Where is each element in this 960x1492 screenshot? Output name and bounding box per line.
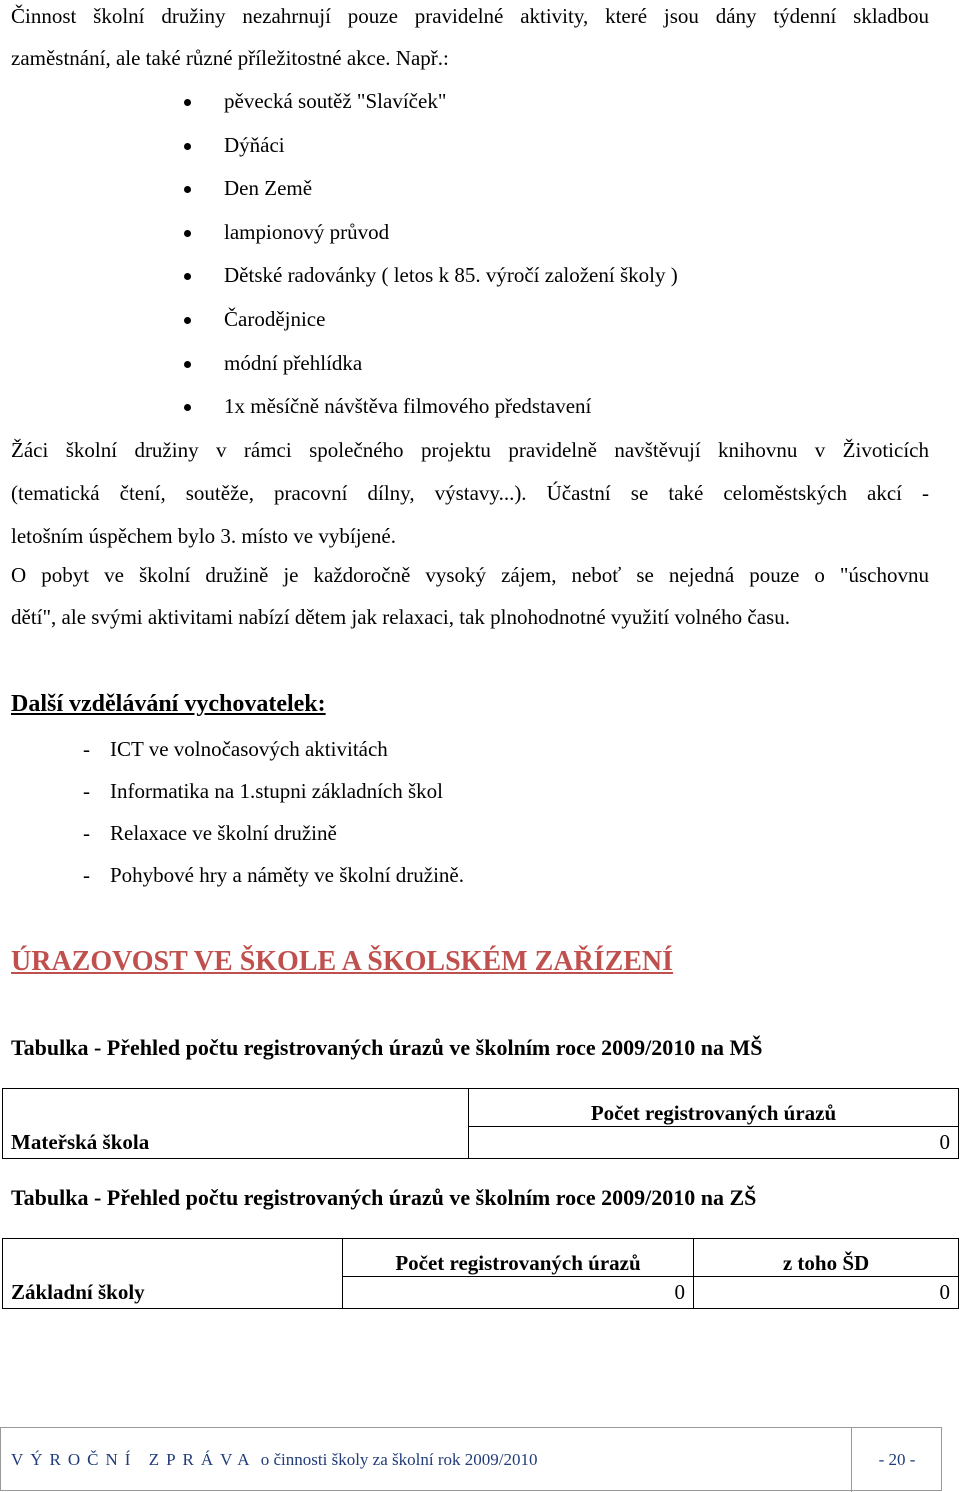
bullet-icon xyxy=(184,143,191,150)
page-number: - 20 - xyxy=(878,1450,916,1469)
table-cell-empty xyxy=(3,1239,343,1277)
dash-marker: - xyxy=(83,821,90,845)
intro-line-1: Činnost školní družiny nezahrnují pouze pravidelné aktivity, které jsou dány týdenní skladbou xyxy=(11,4,929,28)
table-row-label: Mateřská škola xyxy=(3,1127,469,1159)
table-row xyxy=(3,1277,959,1309)
table-zs-caption: Tabulka - Přehled počtu registrovaných úrazů ve školním roce 2009/2010 na ZŠ xyxy=(11,1185,757,1210)
list-item: 1x měsíčně návštěva filmového představení xyxy=(0,385,678,429)
list-item: módní přehlídka xyxy=(0,342,678,386)
table-ms-caption: Tabulka - Přehled počtu registrovaných úrazů ve školním roce 2009/2010 na MŠ xyxy=(11,1035,763,1060)
education-list xyxy=(0,728,464,896)
table-cell-value: 0 xyxy=(694,1277,959,1309)
table-header-sd: z toho ŠD xyxy=(694,1239,959,1277)
interest-line-2: dětí", ale svými aktivitami nabízí dětem jak relaxaci, tak plnohodnotné využití volného času. xyxy=(11,605,790,629)
list-item: - Pohybové hry a náměty ve školní družině. xyxy=(0,854,464,896)
bullet-icon xyxy=(184,99,191,106)
bullet-icon xyxy=(184,317,191,324)
table-row-label: Základní školy xyxy=(3,1277,343,1309)
library-line-2: (tematická čtení, soutěže, pracovní dílny, výstavy...). Účastní se také celoměstských akcí - xyxy=(11,481,929,505)
library-line-3: letošním úspěchem bylo 3. místo ve vybíjené. xyxy=(11,524,396,548)
bullet-icon xyxy=(184,186,191,193)
table-cell-empty xyxy=(3,1089,469,1127)
list-item: pěvecká soutěž "Slavíček" xyxy=(0,80,678,124)
injury-heading: ÚRAZOVOST VE ŠKOLE A ŠKOLSKÉM ZAŘÍZENÍ xyxy=(11,946,674,977)
list-item: Dýňáci xyxy=(0,124,678,168)
table-zs xyxy=(2,1238,959,1309)
events-list xyxy=(0,80,678,429)
bullet-icon xyxy=(184,361,191,368)
table-ms xyxy=(2,1088,959,1159)
dash-marker: - xyxy=(83,737,90,761)
interest-line-1: O pobyt ve školní družině je každoročně vysoký zájem, neboť se nejedná pouze o "úschovnu xyxy=(11,563,929,587)
table-row xyxy=(3,1127,959,1159)
table-row xyxy=(3,1239,959,1277)
page-footer xyxy=(0,1427,942,1491)
bullet-icon xyxy=(184,404,191,411)
bullet-icon xyxy=(184,273,191,280)
list-item: - Informatika na 1.stupni základních škol xyxy=(0,770,464,812)
list-item: Čarodějnice xyxy=(0,298,678,342)
list-item: Den Země xyxy=(0,167,678,211)
dash-marker: - xyxy=(83,779,90,803)
list-item: lampionový průvod xyxy=(0,211,678,255)
education-heading: Další vzdělávání vychovatelek: xyxy=(11,691,326,717)
footer-title-spaced: VÝROČNÍ ZPRÁVA xyxy=(11,1450,257,1469)
library-line-1: Žáci školní družiny v rámci společného projektu pravidelně navštěvují knihovnu v Životicích xyxy=(11,438,929,462)
table-cell-value: 0 xyxy=(343,1277,694,1309)
bullet-icon xyxy=(184,230,191,237)
table-row xyxy=(3,1089,959,1127)
footer-title-rest: o činnosti školy za školní rok 2009/2010 xyxy=(260,1450,538,1469)
table-header-count: Počet registrovaných úrazů xyxy=(469,1089,959,1127)
list-item: - ICT ve volnočasových aktivitách xyxy=(0,728,464,770)
footer-title xyxy=(11,1428,537,1492)
table-cell-value: 0 xyxy=(469,1127,959,1159)
list-item: - Relaxace ve školní družině xyxy=(0,812,464,854)
table-header-count: Počet registrovaných úrazů xyxy=(343,1239,694,1277)
list-item: Dětské radovánky ( letos k 85. výročí založení školy ) xyxy=(0,254,678,298)
intro-line-2: zaměstnání, ale také různé příležitostné akce. Např.: xyxy=(11,46,449,70)
dash-marker: - xyxy=(83,863,90,887)
